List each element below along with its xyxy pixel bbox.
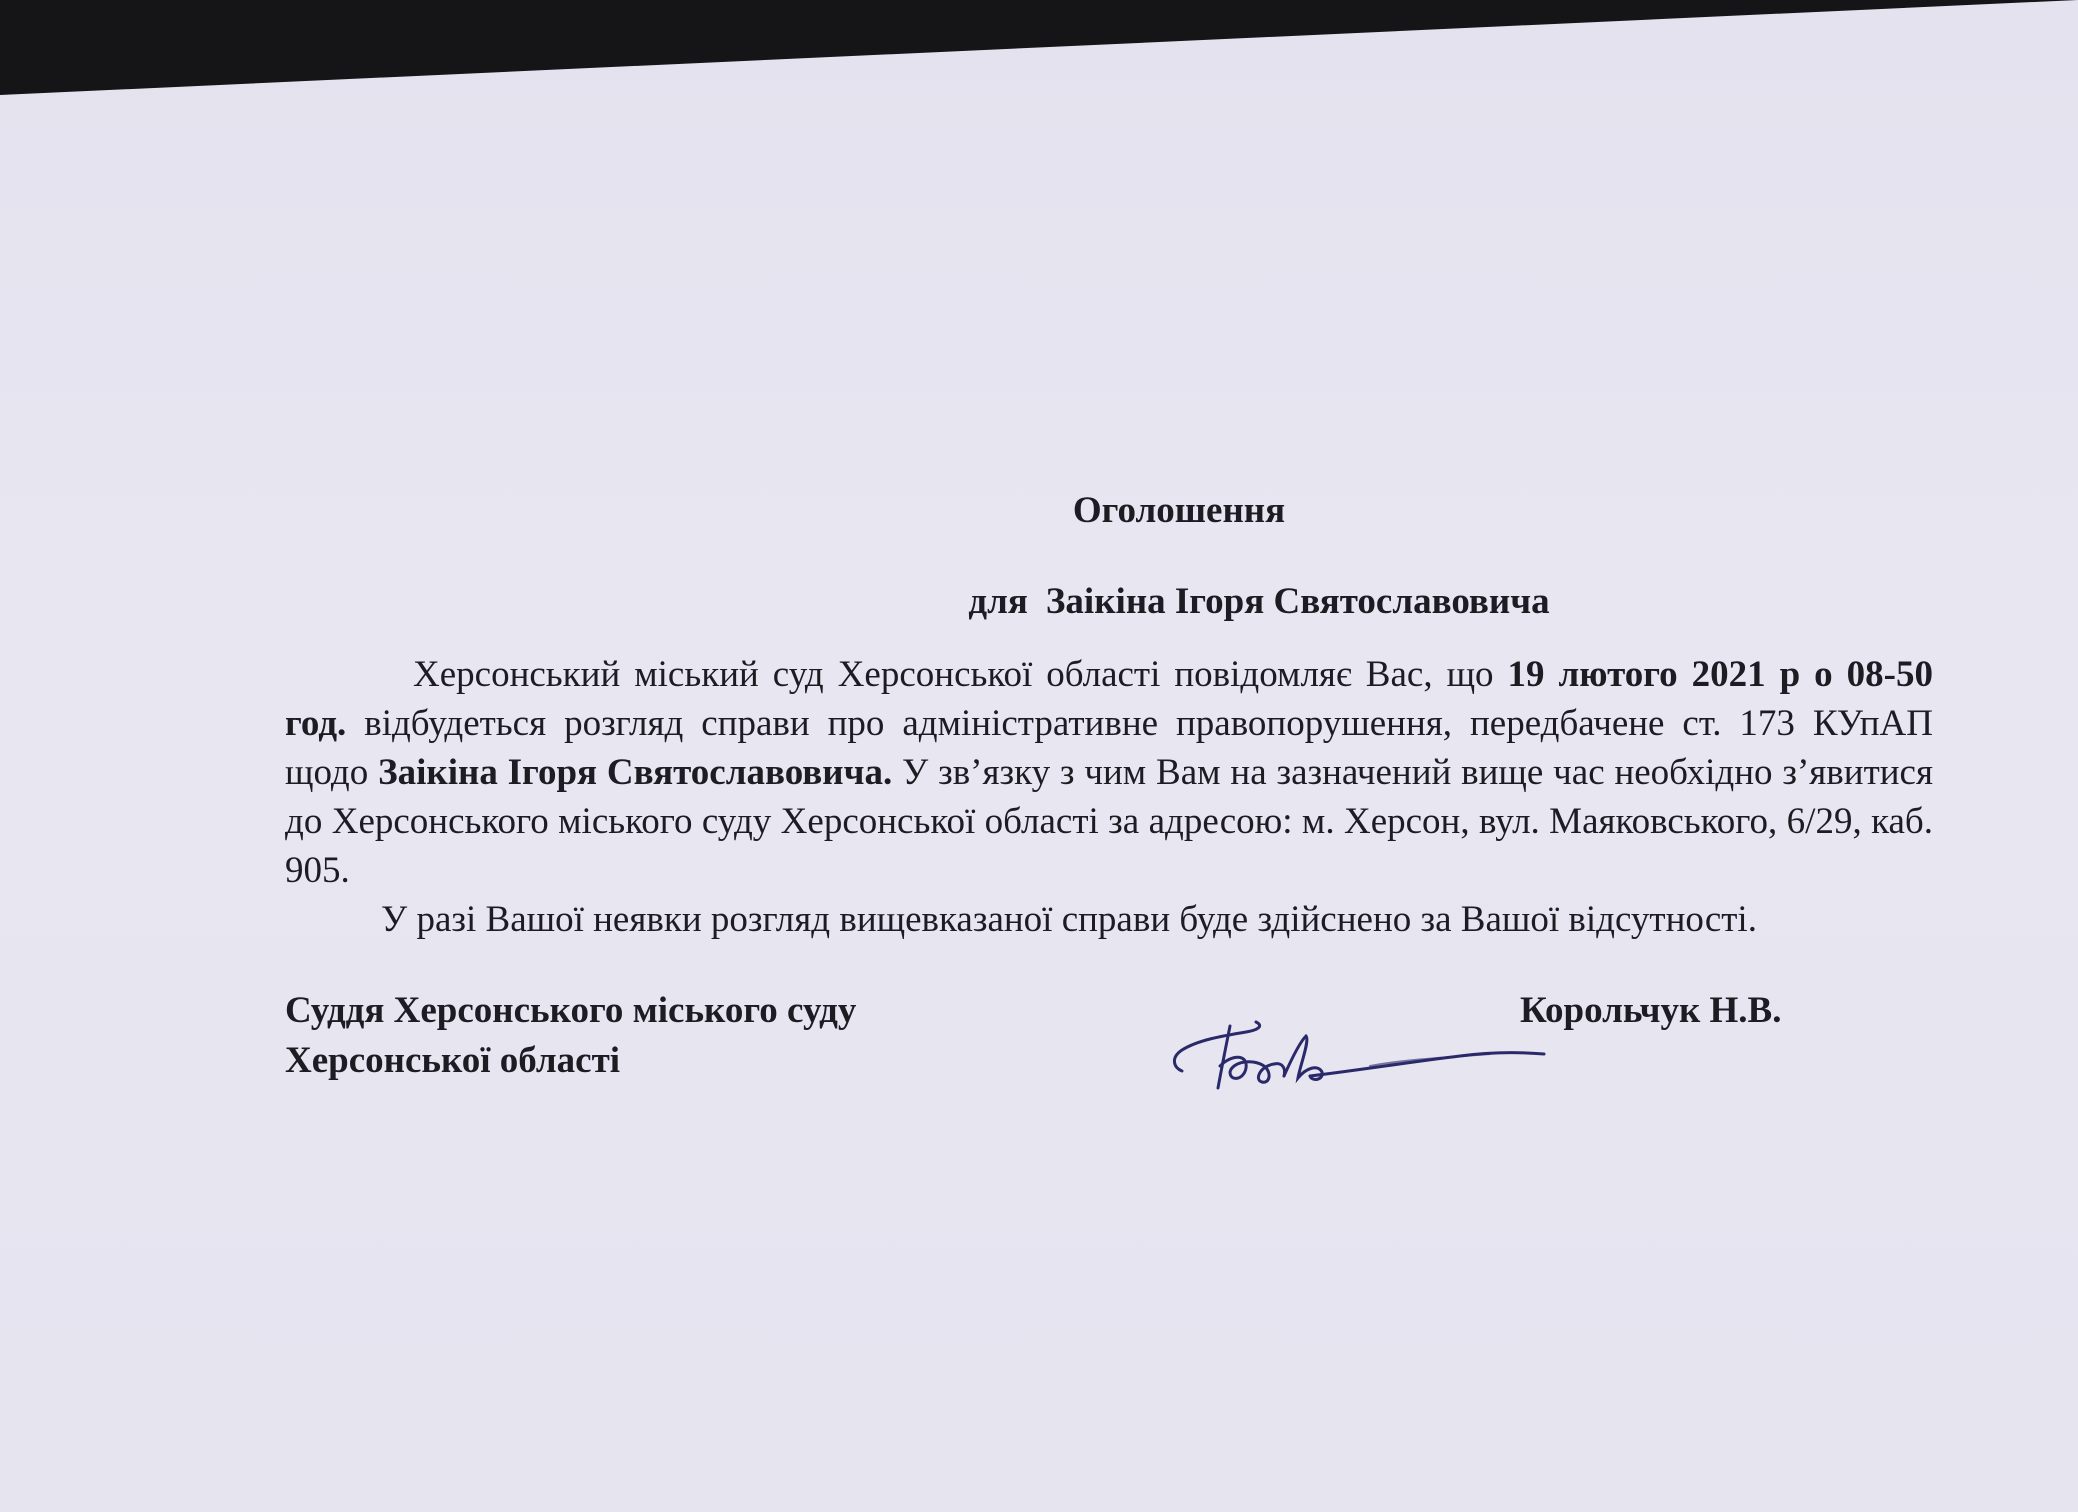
addressee-prefix: для bbox=[968, 581, 1028, 622]
signature-block bbox=[285, 986, 1933, 1096]
announcement-document bbox=[285, 486, 1933, 1096]
judge-position-line2: Херсонської області bbox=[285, 1040, 621, 1081]
person-name: Заікіна Ігоря Святославовича. bbox=[378, 752, 893, 793]
absence-paragraph: У разі Вашої неявки розгляд вищевказаної справи буде здійснено за Вашої відсутності. bbox=[381, 899, 1757, 940]
judge-name: Корольчук Н.В. bbox=[1520, 990, 1782, 1031]
hearing-date-time: 19 лютого 2021 р о 08-50 год. bbox=[285, 654, 1933, 744]
addressee-line bbox=[285, 577, 1933, 626]
notice-paragraph bbox=[285, 650, 1933, 895]
notice-text-part3: У зв’язку з чим Вам на зазначений вище час необхідно з’явитися до Херсонського міського суду Херсонської області за адресою: м. Херсон, вул. Маяковського, 6/29, каб. 905. bbox=[285, 752, 1933, 891]
addressee-name: Заікіна Ігоря Святославовича bbox=[1045, 581, 1550, 622]
notice-text-part1: Херсонський міський суд Херсонської області повідомляє Вас, що bbox=[413, 654, 1508, 695]
judge-position-line1: Суддя Херсонського міського суду bbox=[285, 990, 857, 1031]
document-title: Оголошення bbox=[1072, 490, 1286, 531]
judge-position bbox=[285, 986, 856, 1086]
notice-text-part2: відбудеться розгляд справи про адміністративне правопорушення, передбачене ст. 173 КУпАП щодо bbox=[285, 703, 1933, 793]
